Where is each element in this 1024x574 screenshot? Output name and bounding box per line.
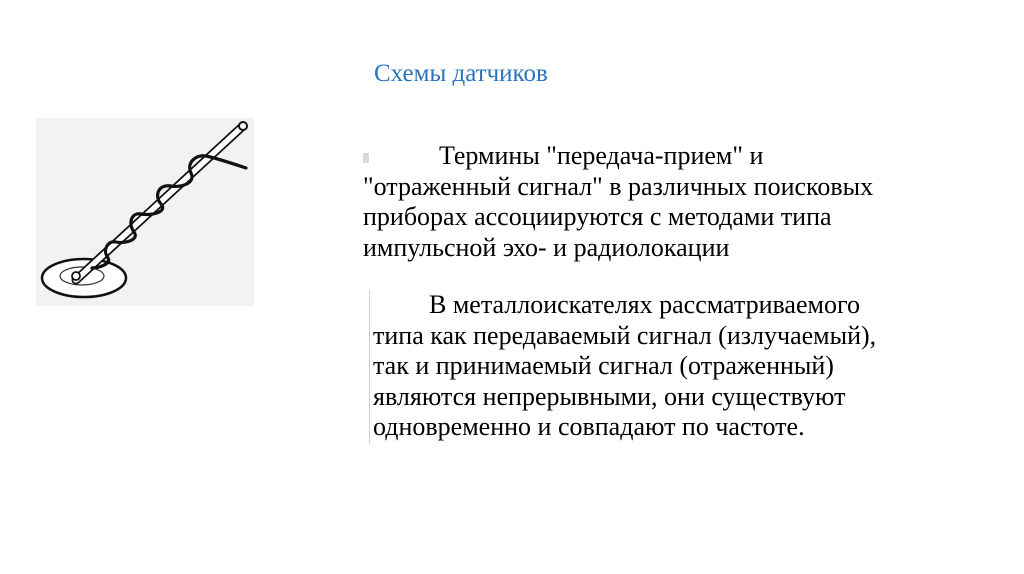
paragraph-line: типа как передаваемый сигнал (излучаемый),	[373, 320, 877, 350]
slide-title: Схемы датчиков	[374, 60, 548, 87]
paragraph-continuous-signal	[369, 290, 993, 443]
paragraph-line: являются непрерывными, они существуют	[373, 381, 846, 411]
paragraph-line-text: Термины "передача-прием" и	[439, 141, 764, 170]
paragraph-line: импульсной эхо- и радиолокации	[363, 232, 730, 262]
paragraph-line: приборах ассоциируются с методами типа	[363, 202, 832, 231]
paragraph-line: одновременно и совпадают по частоте.	[373, 412, 805, 441]
metal-detector-sketch-icon	[36, 118, 254, 306]
paragraph-line-text: В металлоискателях рассматриваемого	[429, 290, 860, 319]
bullet-marker	[363, 153, 369, 163]
paragraph-line: так и принимаемый сигнал (отраженный)	[373, 351, 834, 380]
paragraph-line: "отраженный сигнал" в различных поисковых	[363, 171, 874, 201]
paragraph-transmit-receive	[363, 141, 963, 263]
paragraph-line	[363, 141, 963, 172]
paragraph-line	[373, 290, 993, 321]
